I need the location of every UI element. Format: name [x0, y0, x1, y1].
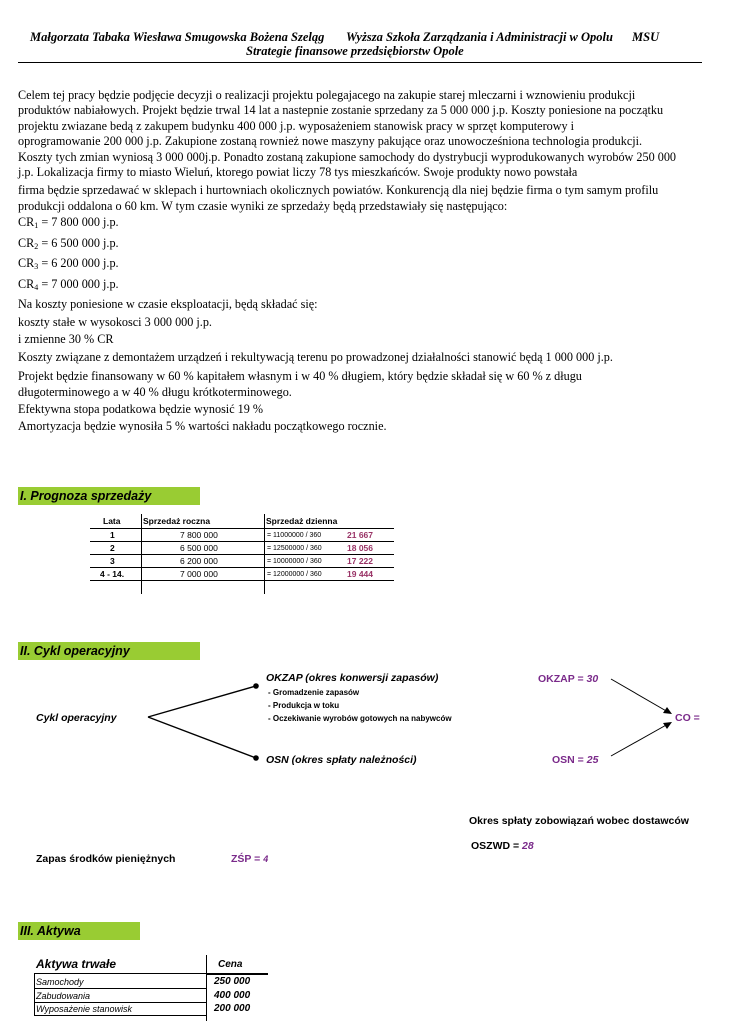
table-header-year: Lata — [103, 516, 121, 526]
intro-text — [18, 88, 708, 435]
okzap-item: - Produkcja w toku — [268, 701, 340, 710]
intro-line: j.p. Lokalizacja firmy to miasto Wieluń, ktorego powiat liczy 78 tys mieszkańców. Swoje produkty nowo powstała — [18, 165, 578, 180]
header-abbr: MSU — [632, 30, 660, 44]
intro-line: produktów nabiałowych. Projekt będzie trwal 14 lat a nastepnie zostanie sprzedany za 5 000 000 j.p. Koszty poniesione na początku — [18, 103, 664, 118]
table-header-daily: Sprzedaż dzienna — [266, 516, 338, 526]
intro-line: firma będzie sprzedawać w sklepach i hurtowniach okolicznych powiatów. Konkurencją dla niej będzie firma o tym samym profilu — [18, 183, 659, 198]
asset-name: Samochody — [36, 977, 84, 987]
sales-table — [90, 514, 400, 594]
costs-line: Na koszty poniesione w czasie eksploatacji, będą składać się: — [18, 297, 318, 312]
costs-line: długoterminowego a w 40 % długu krótkoterminowego. — [18, 385, 292, 400]
table-row-formula: = 12500000 / 360 — [267, 545, 322, 552]
header-authors: Małgorzata Tabaka Wiesława Smugowska Bożena Szeląg — [30, 30, 325, 44]
costs-line: koszty stałe w wysokosci 3 000 000 j.p. — [18, 314, 212, 329]
header-subtitle: Strategie finansowe przedsiębiorstw Opole — [246, 44, 464, 58]
table-row-year: 2 — [110, 543, 115, 553]
supplier-payment-label: Okres spłaty zobowiązań wobec dostawców — [469, 815, 689, 827]
section-sales-forecast: I. Prognoza sprzedaży — [18, 487, 200, 505]
table-row-year: 1 — [110, 530, 115, 540]
costs-line: Efektywna stopa podatkowa będzie wynosić 19 % — [18, 401, 264, 416]
cr-2: $CR_2 = 6$ 500 000 j.p. — [18, 235, 119, 251]
asset-name: Wyposażenie stanowisk — [36, 1004, 133, 1014]
table-row-annual: 7 000 000 — [180, 569, 218, 579]
table-row-formula: = 11000000 / 360 — [267, 532, 322, 539]
osn-label: OSN (okres spłaty należności) — [266, 754, 417, 766]
table-row-annual: 6 200 000 — [180, 556, 218, 566]
intro-line: Celem tej pracy będzie podjęcie decyzji o realizacji projektu polegajacego na zakupie starej mleczarni i wznowieniu produkcji — [18, 88, 636, 102]
table-header-annual: Sprzedaż roczna — [143, 516, 211, 526]
table-row-daily: 21 667 — [347, 530, 373, 540]
okzap-value: OKZAP = 30 — [538, 673, 599, 685]
table-row-annual: 6 500 000 — [180, 543, 218, 553]
costs-line: Koszty związane z demontażem urządzeń i rekultywacją terenu po prowadzonej działalności stanowić będą 1 000 000 j.p. — [18, 349, 613, 364]
table-row-year: 4 - 14. — [100, 569, 125, 579]
table-row-daily: 18 056 — [347, 543, 373, 553]
cycle-label: Cykl operacyjny — [36, 712, 117, 724]
table-row-daily: 19 444 — [347, 569, 373, 579]
intro-line: Koszty tych zmian wyniosą 3 000 000j.p. Ponadto zostaną zakupione samochody do dystrybucji wyprodukowanych wyrobów 250 000 — [18, 149, 677, 164]
okzap-label: OKZAP (okres konwersji zapasów) — [266, 672, 439, 684]
oszwd-value: OSZWD = 28 — [471, 840, 534, 852]
header-school: Wyższa Szkoła Zarządzania i Administracji w Opolu — [346, 30, 613, 44]
assets-table — [34, 955, 274, 1021]
assets-price-header: Cena — [218, 959, 243, 970]
cr-4: $CR_4 = 7$ 000 000 j.p. — [18, 276, 119, 292]
asset-price: 250 000 — [214, 976, 251, 987]
osn-value: OSN = 25 — [552, 754, 599, 766]
table-row-formula: = 10000000 / 360 — [267, 558, 322, 565]
intro-line: produkcji oddalona o 60 km. W tym czasie wyniki ze sprzedaży będą przedstawiały się następująco: — [18, 198, 508, 213]
zsp-value: ZŚP = 4 — [231, 853, 269, 865]
intro-line: projektu zwiazane bedą z zakupem budynku 400 000 j.p. wyposażeniem stanowisk pracy w sprzęt komputerowy i — [18, 118, 575, 133]
cr-3: $CR_3 = 6$ 200 000 j.p. — [18, 256, 119, 272]
table-row-year: 3 — [110, 556, 115, 566]
asset-price: 200 000 — [214, 1003, 251, 1014]
cr-1: $CR_1 = 7$ 800 000 j.p. — [18, 215, 119, 231]
asset-name: Zabudowania — [36, 991, 91, 1001]
cash-reserve-label: Zapas środków pieniężnych — [36, 853, 176, 865]
section-operating-cycle: II. Cykl operacyjny — [18, 642, 200, 660]
costs-line: Projekt będzie finansowany w 60 % kapitałem własnym i w 40 % długiem, który będzie składał się w 60 % z długu — [18, 369, 582, 384]
co-label: CO = — [675, 712, 700, 724]
table-row-daily: 17 222 — [347, 556, 373, 566]
section-assets: III. Aktywa — [18, 922, 140, 940]
intro-line: oprogramowanie 200 000 j.p. Zakupione zostaną rownież nowe maszyny pakujące oraz unowocześniona technologia produkcji. — [18, 134, 643, 149]
okzap-item: - Oczekiwanie wyrobów gotowych na nabywców — [268, 714, 452, 723]
assets-title: Aktywa trwałe — [36, 957, 117, 971]
table-row-annual: 7 800 000 — [180, 530, 218, 540]
asset-price: 400 000 — [214, 990, 251, 1001]
costs-line: Amortyzacja będzie wynosiła 5 % wartości nakładu początkowego rocznie. — [18, 418, 387, 433]
header-rule — [18, 62, 702, 63]
okzap-item: - Gromadzenie zapasów — [268, 688, 360, 697]
costs-line: i zmienne 30 % CR — [18, 332, 114, 347]
table-row-formula: = 12000000 / 360 — [267, 571, 322, 578]
